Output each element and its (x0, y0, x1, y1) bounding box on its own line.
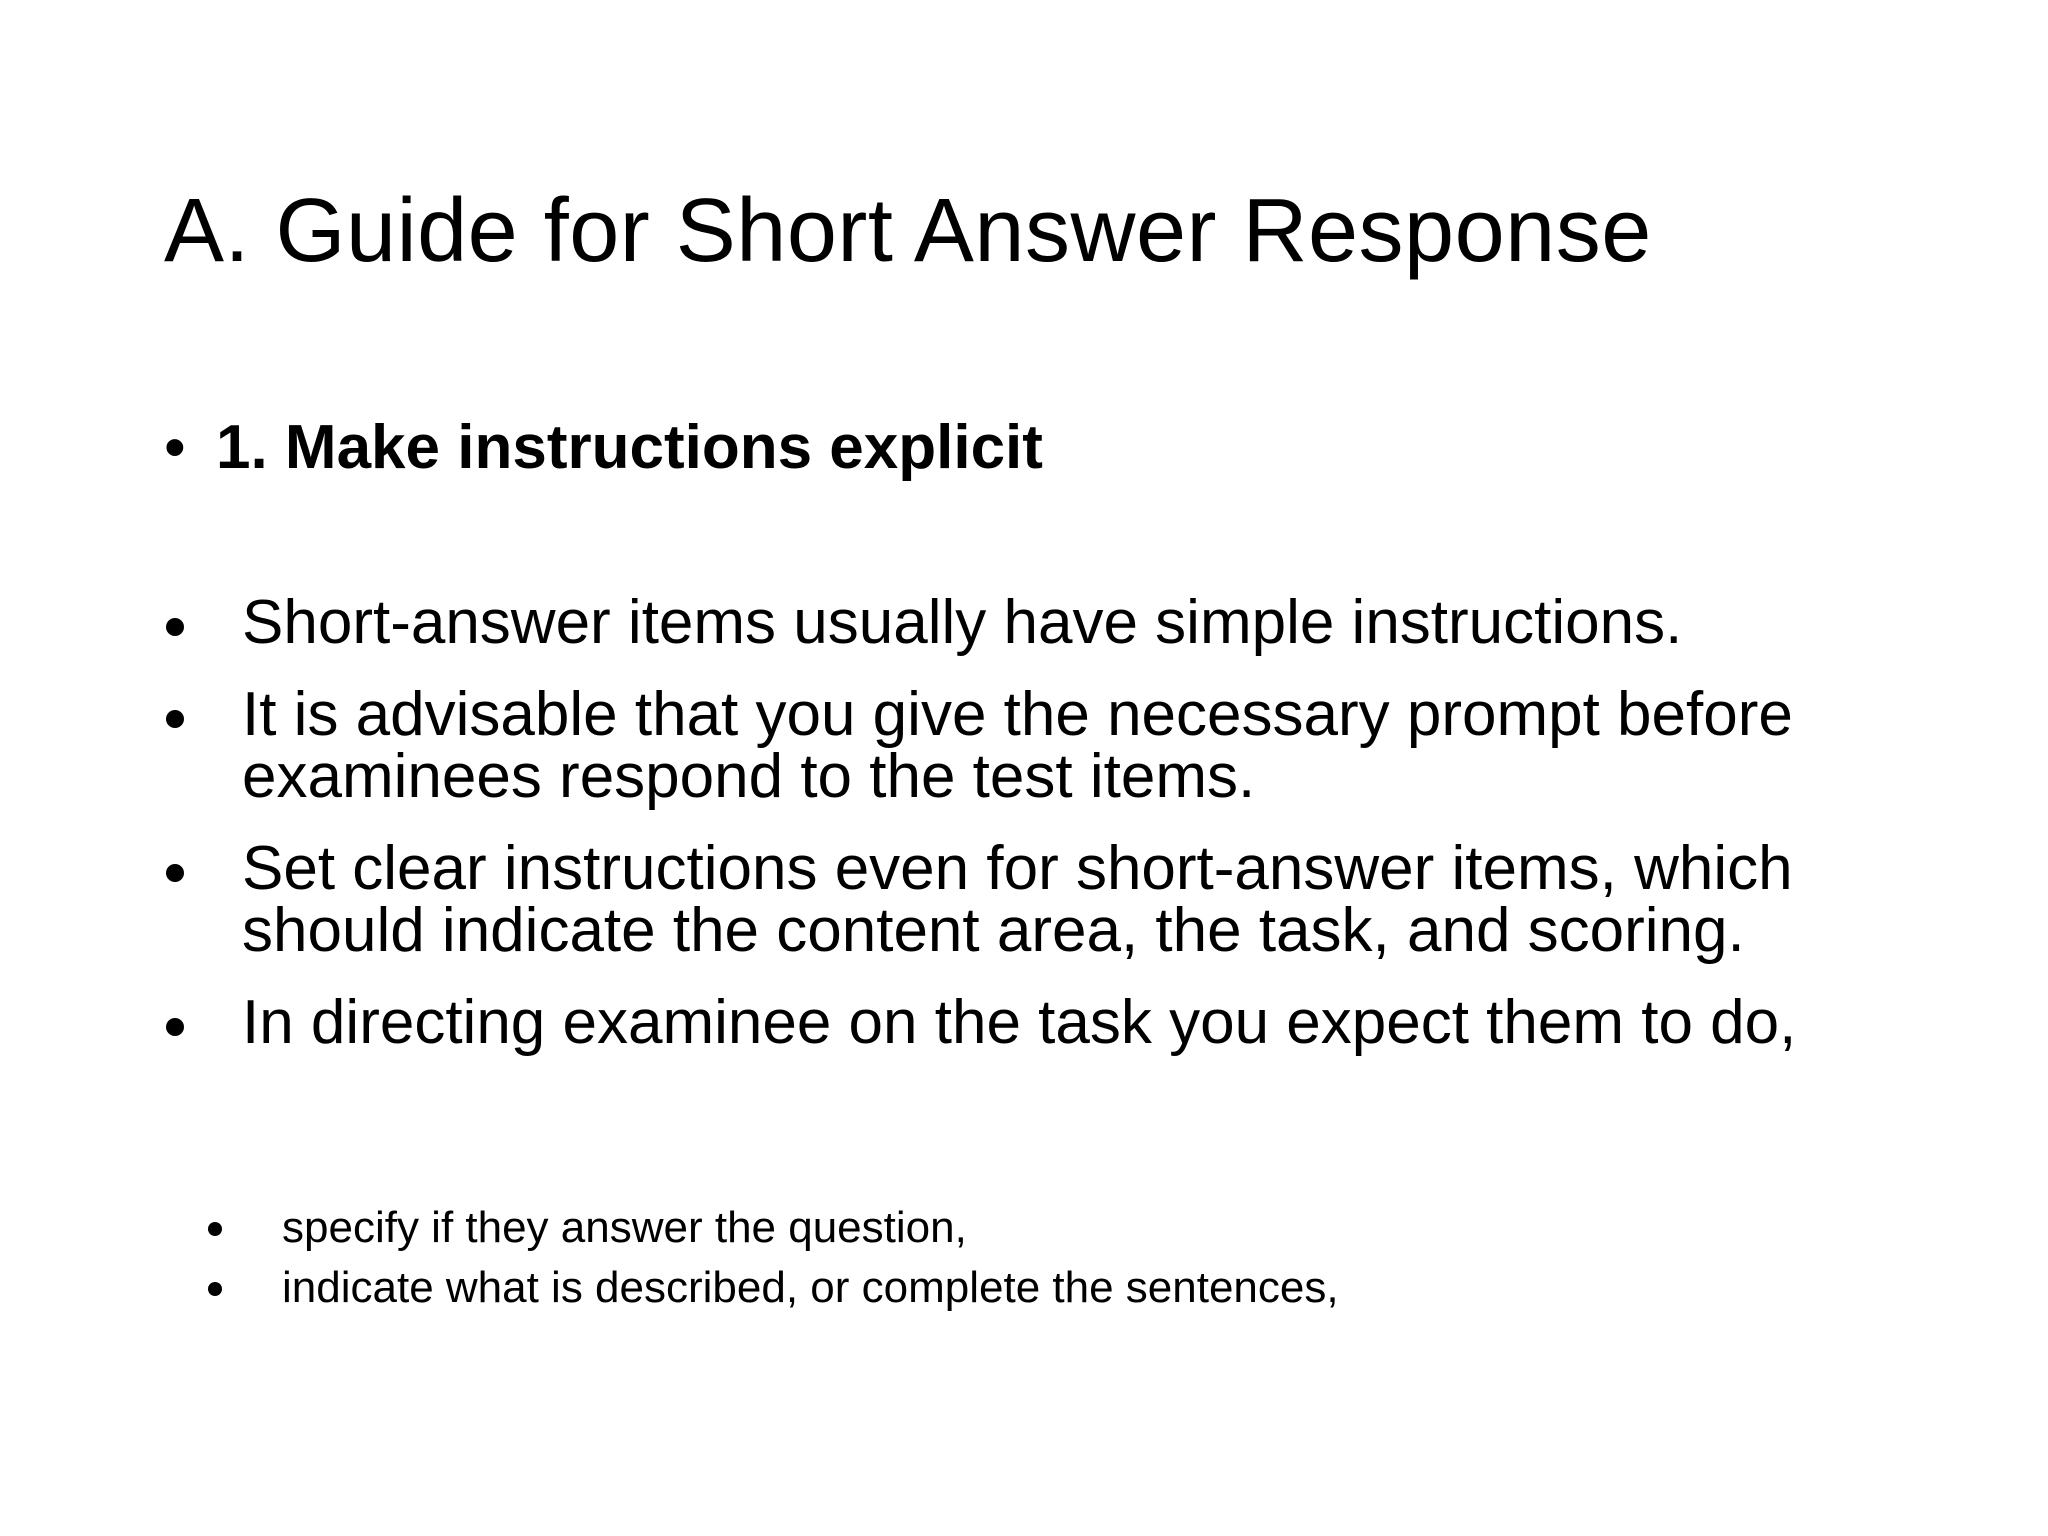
heading-text: 1. Make instructions explicit (216, 413, 1043, 482)
list-item (160, 680, 1920, 811)
sub-list-item (160, 1258, 1920, 1318)
list-item-text: Short-answer items usually have simple instructions. (242, 588, 1683, 657)
sub-bullet-list (160, 1198, 1920, 1318)
list-item (160, 588, 1920, 657)
slide-title: A. Guide for Short Answer Response (164, 181, 1652, 281)
list-item-text: In directing examinee on the task you expect them to do, (242, 988, 1797, 1057)
sub-list-item-text: specify if they answer the question, (282, 1203, 967, 1252)
bullet-dot (166, 618, 184, 636)
sub-bullet-dot (208, 1222, 222, 1236)
bullet-dot (166, 864, 184, 882)
bullet-list (160, 588, 1920, 1084)
sub-list-item-text: indicate what is described, or complete the sentences, (282, 1263, 1339, 1312)
list-item (160, 988, 1920, 1057)
list-item-text: It is advisable that you give the necessary prompt before examinees respond to the test items. (242, 680, 1793, 811)
sub-list-item (160, 1198, 1920, 1258)
bullet-dot (166, 710, 184, 728)
section-heading (164, 410, 1043, 486)
bullet-dot (166, 1018, 184, 1036)
list-item (160, 834, 1920, 965)
list-item-text: Set clear instructions even for short-answer items, which should indicate the content area, the task, and scoring. (242, 834, 1793, 965)
heading-bullet: • (164, 413, 186, 482)
sub-bullet-dot (208, 1282, 222, 1296)
